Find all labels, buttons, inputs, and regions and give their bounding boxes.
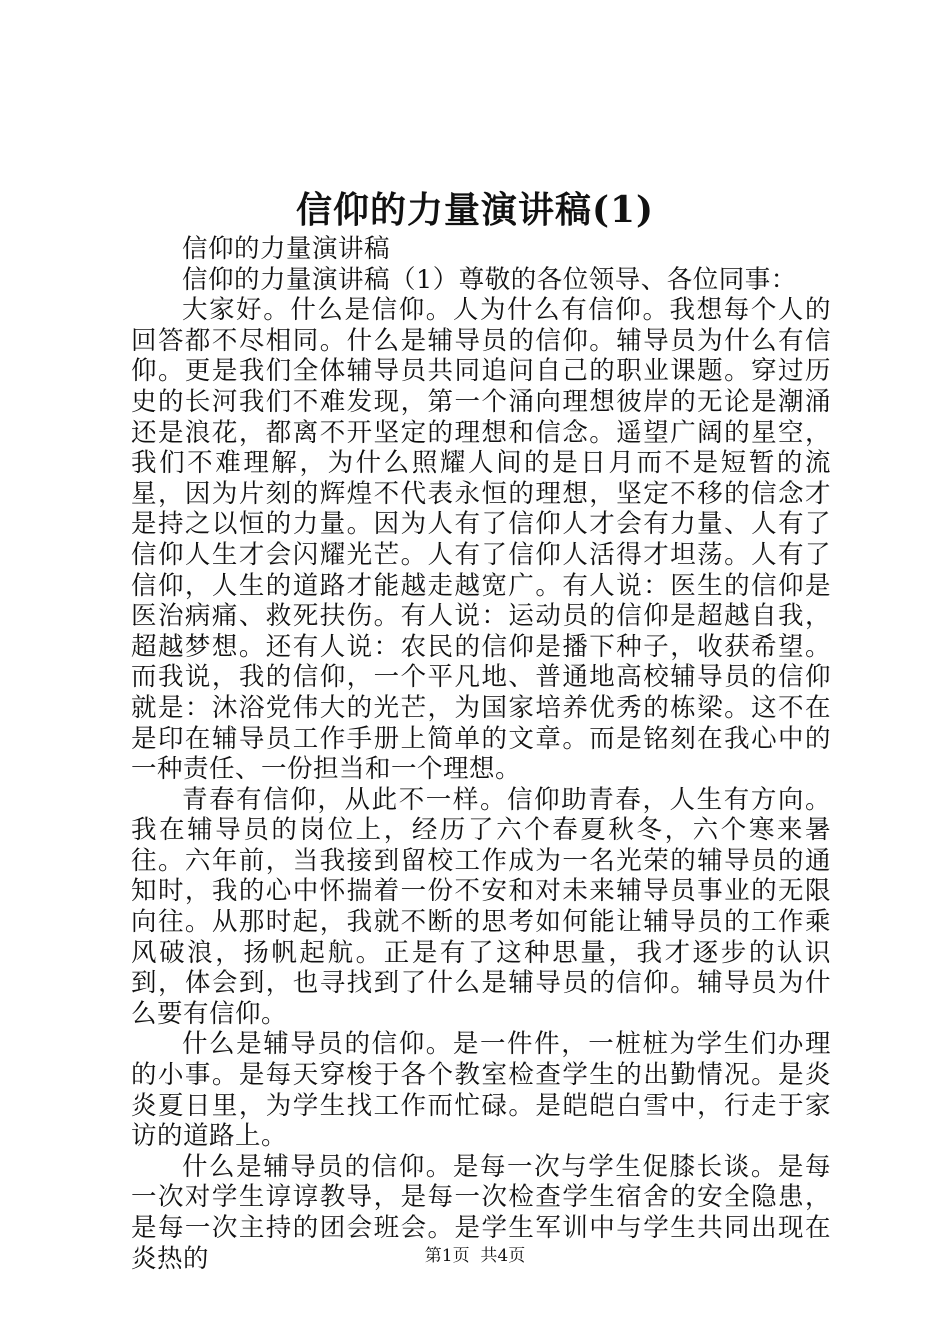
page-footer bbox=[0, 1244, 950, 1268]
page-total: 共4页 bbox=[480, 1246, 526, 1266]
paragraph: 什么是辅导员的信仰。是每一次与学生促膝长谈。是每一次对学生谆谆教导，是每一次检查学生宿舍的安全隐患，是每一次主持的团会班会。是学生军训中与学生共同出现在炎热的 bbox=[131, 1151, 831, 1274]
paragraph: 什么是辅导员的信仰。是一件件，一桩桩为学生们办理的小事。是每天穿梭于各个教室检查学生的出勤情况。是炎炎夏日里，为学生找工作而忙碌。是皑皑白雪中，行走于家访的道路上。 bbox=[131, 1029, 831, 1152]
paragraph: 大家好。什么是信仰。人为什么有信仰。我想每个人的回答都不尽相同。什么是辅导员的信仰。辅导员为什么有信仰。更是我们全体辅导员共同追问自己的职业课题。穿过历史的长河我们不难发现，第一个涌向理想彼岸的无论是潮涌还是浪花，都离不开坚定的理想和信念。遥望广阔的星空，我们不难理解，为什么照耀人间的是日月而不是短暂的流星，因为片刻的辉煌不代表永恒的理想，坚定不移的信念才是持之以恒的力量。因为人有了信仰人才会有力量、人有了信仰人生才会闪耀光芒。人有了信仰人活得才坦荡。人有了信仰，人生的道路才能越走越宽广。有人说：医生的信仰是医治病痛、救死扶伤。有人说：运动员的信仰是超越自我，超越梦想。还有人说：农民的信仰是播下种子，收获希望。而我说，我的信仰，一个平凡地、普通地高校辅导员的信仰就是：沐浴党伟大的光芒，为国家培养优秀的栋梁。这不在是印在辅导员工作手册上简单的文章。而是铭刻在我心中的一种责任、一份担当和一个理想。 bbox=[131, 295, 831, 785]
paragraph: 信仰的力量演讲稿 bbox=[182, 234, 391, 264]
document-body bbox=[131, 234, 831, 1274]
page-number: 第1页 bbox=[424, 1246, 470, 1266]
paragraph: 青春有信仰，从此不一样。信仰助青春，人生有方向。我在辅导员的岗位上，经历了六个春夏秋冬，六个寒来暑往。六年前，当我接到留校工作成为一名光荣的辅导员的通知时，我的心中怀揣着一份不安和对未来辅导员事业的无限向往。从那时起，我就不断的思考如何能让辅导员的工作乘风破浪，扬帆起航。正是有了这种思量，我才逐步的认识到，体会到，也寻找到了什么是辅导员的信仰。辅导员为什么要有信仰。 bbox=[131, 784, 831, 1029]
document-title: 信仰的力量演讲稿(1) bbox=[295, 189, 655, 231]
paragraph: 信仰的力量演讲稿（1）尊敬的各位领导、各位同事： bbox=[182, 264, 797, 295]
